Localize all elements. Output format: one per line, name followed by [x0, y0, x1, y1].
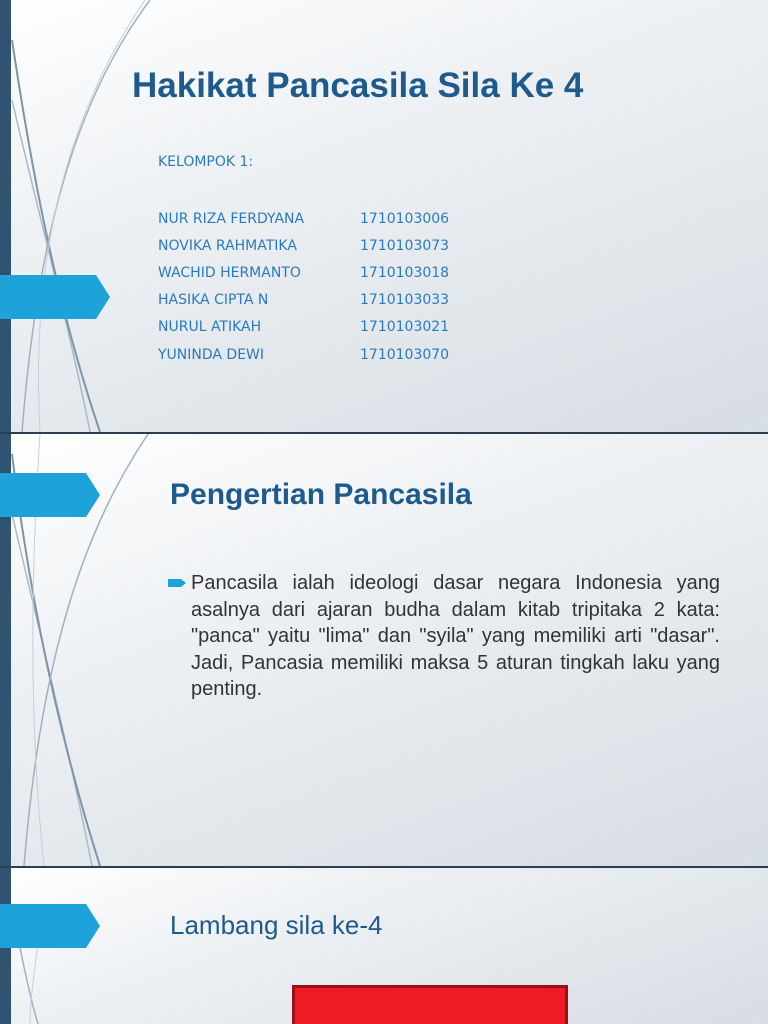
- member-name: NOVIKA RAHMATIKA: [158, 237, 297, 254]
- member-name: YUNINDA DEWI: [158, 346, 265, 363]
- arrow-right-icon: [168, 579, 186, 587]
- member-name: HASIKA CIPTA N: [158, 292, 269, 309]
- member-row: [158, 341, 478, 368]
- slide-2: [0, 434, 768, 866]
- member-name: NUR RIZA FERDYANA: [158, 210, 305, 227]
- member-id: 1710103070: [360, 346, 450, 363]
- member-row: [158, 205, 478, 232]
- bullet-item: [168, 570, 720, 703]
- member-row: [158, 232, 478, 259]
- slide-1: [0, 0, 768, 432]
- member-id: 1710103073: [360, 237, 450, 254]
- member-list: [158, 205, 478, 368]
- member-row: [158, 259, 478, 286]
- slide-side-bar: [0, 0, 11, 432]
- slide-title: Pengertian Pancasila: [170, 478, 472, 511]
- decorative-curves: [0, 0, 160, 432]
- member-id: 1710103021: [360, 319, 450, 336]
- accent-arrow-tab: [0, 275, 110, 319]
- member-id: 1710103033: [360, 292, 450, 309]
- member-name: NURUL ATIKAH: [158, 319, 262, 336]
- accent-arrow-tab: [0, 904, 100, 948]
- slide-title: Hakikat Pancasila Sila Ke 4: [132, 66, 584, 105]
- slide-3: [0, 868, 768, 1024]
- group-label: KELOMPOK 1:: [158, 154, 254, 170]
- accent-arrow-tab: [0, 473, 100, 517]
- member-row: [158, 287, 478, 314]
- member-id: 1710103018: [360, 264, 450, 281]
- slide-title: Lambang sila ke-4: [170, 910, 383, 940]
- member-row: [158, 314, 478, 341]
- member-id: 1710103006: [360, 210, 450, 227]
- symbol-image: [292, 985, 568, 1024]
- member-name: WACHID HERMANTO: [158, 264, 301, 281]
- bullet-text: Pancasila ialah ideologi dasar negara Indonesia yang asalnya dari ajaran budha dalam kitab tripitaka 2 kata: "panca" yaitu "lima" dan "syila" yang memiliki arti "dasar". Jadi, Pancasia memiliki maksa 5 aturan tingkah laku yang penting.: [191, 572, 720, 701]
